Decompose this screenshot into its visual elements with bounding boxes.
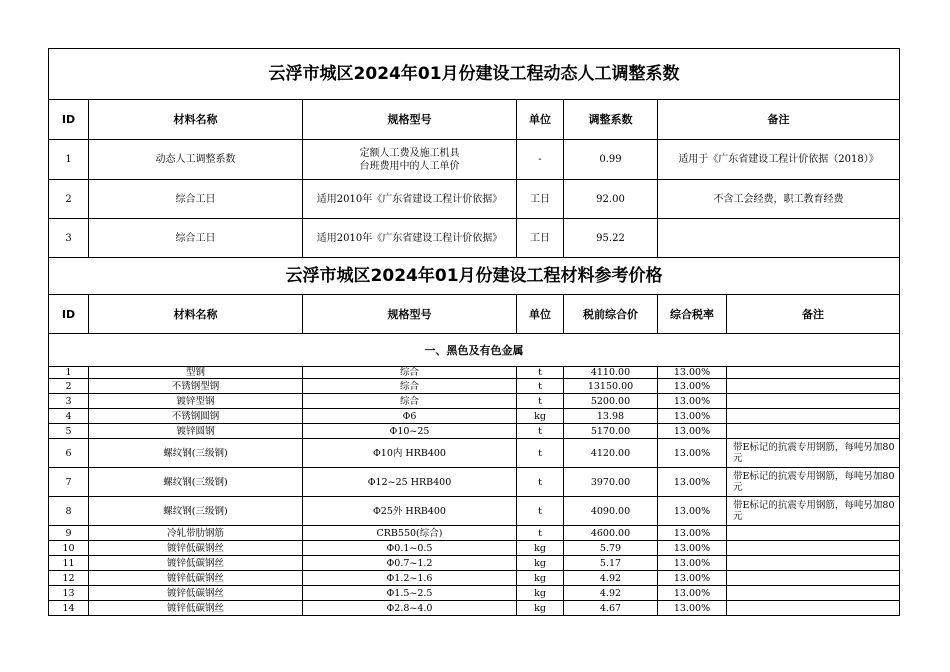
cell-price: 4.92 xyxy=(564,586,658,601)
cell-id: 9 xyxy=(49,526,89,541)
cell-id: 4 xyxy=(49,409,89,424)
header-id: ID xyxy=(49,295,89,334)
cell-unit: 工日 xyxy=(517,219,564,258)
cell-spec: Φ2.8~4.0 xyxy=(303,601,517,616)
cell-price: 4090.00 xyxy=(564,497,658,526)
cell-name: 不锈钢圆钢 xyxy=(89,409,303,424)
cell-price: 4.92 xyxy=(564,571,658,586)
cell-spec: 综合 xyxy=(303,367,517,379)
cell-remark xyxy=(658,219,900,258)
cell-spec: Φ1.2~1.6 xyxy=(303,571,517,586)
cell-name: 螺纹钢(三级钢) xyxy=(89,468,303,497)
cell-spec: 综合 xyxy=(303,379,517,394)
cell-price: 4600.00 xyxy=(564,526,658,541)
cell-tax-rate: 13.00% xyxy=(658,586,727,601)
cell-price: 5200.00 xyxy=(564,394,658,409)
cell-unit: t xyxy=(517,424,564,439)
cell-unit: - xyxy=(517,140,564,180)
cell-remark xyxy=(727,571,900,586)
cell-name: 镀锌圆钢 xyxy=(89,424,303,439)
cell-id: 7 xyxy=(49,468,89,497)
cell-remark: 带E标记的抗震专用钢筋，每吨另加80元 xyxy=(727,468,900,497)
cell-remark: 不含工会经费，职工教育经费 xyxy=(658,180,900,219)
cell-tax-rate: 13.00% xyxy=(658,409,727,424)
table-row xyxy=(49,140,900,180)
cell-spec: Φ0.1~0.5 xyxy=(303,541,517,556)
cell-tax-rate: 13.00% xyxy=(658,424,727,439)
table-row xyxy=(49,394,900,409)
section-title: 一、黑色及有色金属 xyxy=(49,334,900,367)
cell-remark xyxy=(727,556,900,571)
header-spec: 规格型号 xyxy=(303,295,517,334)
table-row xyxy=(49,367,900,379)
cell-tax-rate: 13.00% xyxy=(658,468,727,497)
cell-id: 12 xyxy=(49,571,89,586)
cell-price: 4.67 xyxy=(564,601,658,616)
cell-name: 镀锌低碳钢丝 xyxy=(89,571,303,586)
cell-id: 14 xyxy=(49,601,89,616)
cell-unit: kg xyxy=(517,601,564,616)
cell-spec: Φ10~25 xyxy=(303,424,517,439)
cell-remark xyxy=(727,586,900,601)
cell-remark xyxy=(727,409,900,424)
price-sheet-table xyxy=(48,48,900,616)
cell-price: 13.98 xyxy=(564,409,658,424)
cell-unit: kg xyxy=(517,571,564,586)
cell-coefficient: 0.99 xyxy=(564,140,658,180)
cell-tax-rate: 13.00% xyxy=(658,601,727,616)
table-row xyxy=(49,571,900,586)
table-row xyxy=(49,541,900,556)
table-row xyxy=(49,586,900,601)
cell-name: 镀锌低碳钢丝 xyxy=(89,586,303,601)
cell-unit: t xyxy=(517,468,564,497)
cell-spec: Φ25外 HRB400 xyxy=(303,497,517,526)
header-remark: 备注 xyxy=(658,100,900,140)
cell-tax-rate: 13.00% xyxy=(658,394,727,409)
cell-name: 镀锌型钢 xyxy=(89,394,303,409)
cell-name: 螺纹钢(三级钢) xyxy=(89,439,303,468)
price-table-title: 云浮市城区2024年01月份建设工程材料参考价格 xyxy=(49,258,900,295)
cell-tax-rate: 13.00% xyxy=(658,379,727,394)
cell-tax-rate: 13.00% xyxy=(658,439,727,468)
table-row xyxy=(49,439,900,468)
cell-name: 镀锌低碳钢丝 xyxy=(89,601,303,616)
table-row xyxy=(49,409,900,424)
cell-unit: t xyxy=(517,379,564,394)
header-unit: 单位 xyxy=(517,100,564,140)
cell-tax-rate: 13.00% xyxy=(658,571,727,586)
cell-spec: CRB550(综合) xyxy=(303,526,517,541)
cell-name: 镀锌低碳钢丝 xyxy=(89,541,303,556)
cell-price: 5.17 xyxy=(564,556,658,571)
cell-remark xyxy=(727,424,900,439)
cell-price: 3970.00 xyxy=(564,468,658,497)
cell-name: 综合工日 xyxy=(89,180,303,219)
cell-coefficient: 95.22 xyxy=(564,219,658,258)
cell-id: 11 xyxy=(49,556,89,571)
cell-remark: 带E标记的抗震专用钢筋，每吨另加80元 xyxy=(727,439,900,468)
cell-remark xyxy=(727,526,900,541)
cell-tax-rate: 13.00% xyxy=(658,556,727,571)
cell-unit: t xyxy=(517,367,564,379)
cell-tax-rate: 13.00% xyxy=(658,497,727,526)
cell-name: 镀锌低碳钢丝 xyxy=(89,556,303,571)
table-row xyxy=(49,497,900,526)
header-material-name: 材料名称 xyxy=(89,100,303,140)
cell-tax-rate: 13.00% xyxy=(658,541,727,556)
cell-remark xyxy=(727,601,900,616)
cell-remark: 适用于《广东省建设工程计价依据（2018）》 xyxy=(658,140,900,180)
header-id: ID xyxy=(49,100,89,140)
cell-spec: Φ12~25 HRB400 xyxy=(303,468,517,497)
header-tax-rate: 综合税率 xyxy=(658,295,727,334)
spreadsheet xyxy=(48,48,899,616)
cell-price: 4110.00 xyxy=(564,367,658,379)
cell-unit: kg xyxy=(517,409,564,424)
table-row xyxy=(49,219,900,258)
cell-name: 冷轧带肋钢筋 xyxy=(89,526,303,541)
cell-id: 2 xyxy=(49,180,89,219)
cell-unit: t xyxy=(517,394,564,409)
cell-remark xyxy=(727,394,900,409)
cell-name: 动态人工调整系数 xyxy=(89,140,303,180)
cell-unit: t xyxy=(517,526,564,541)
cell-id: 6 xyxy=(49,439,89,468)
table-row xyxy=(49,556,900,571)
header-coefficient: 调整系数 xyxy=(564,100,658,140)
header-unit: 单位 xyxy=(517,295,564,334)
table-row xyxy=(49,468,900,497)
cell-unit: kg xyxy=(517,541,564,556)
cell-id: 5 xyxy=(49,424,89,439)
cell-spec: 适用2010年《广东省建设工程计价依据》 xyxy=(303,219,517,258)
price-title-row xyxy=(49,258,900,295)
cell-id: 1 xyxy=(49,367,89,379)
adjust-table-title: 云浮市城区2024年01月份建设工程动态人工调整系数 xyxy=(49,49,900,100)
cell-unit: t xyxy=(517,439,564,468)
table-row xyxy=(49,180,900,219)
cell-name: 不锈钢型钢 xyxy=(89,379,303,394)
table-row xyxy=(49,424,900,439)
cell-id: 3 xyxy=(49,219,89,258)
cell-price: 4120.00 xyxy=(564,439,658,468)
cell-price: 13150.00 xyxy=(564,379,658,394)
cell-name: 型钢 xyxy=(89,367,303,379)
table-row xyxy=(49,379,900,394)
cell-id: 3 xyxy=(49,394,89,409)
header-remark: 备注 xyxy=(727,295,900,334)
cell-remark: 带E标记的抗震专用钢筋，每吨另加80元 xyxy=(727,497,900,526)
cell-unit: kg xyxy=(517,556,564,571)
cell-spec: 定额人工费及施工机具 台班费用中的人工单价 xyxy=(303,140,517,180)
section-row xyxy=(49,334,900,367)
cell-unit: kg xyxy=(517,586,564,601)
cell-id: 8 xyxy=(49,497,89,526)
header-material-name: 材料名称 xyxy=(89,295,303,334)
table-row xyxy=(49,601,900,616)
table-row xyxy=(49,526,900,541)
cell-name: 综合工日 xyxy=(89,219,303,258)
cell-spec: 综合 xyxy=(303,394,517,409)
cell-unit: t xyxy=(517,497,564,526)
cell-id: 2 xyxy=(49,379,89,394)
cell-tax-rate: 13.00% xyxy=(658,367,727,379)
cell-remark xyxy=(727,379,900,394)
cell-coefficient: 92.00 xyxy=(564,180,658,219)
cell-tax-rate: 13.00% xyxy=(658,526,727,541)
cell-id: 10 xyxy=(49,541,89,556)
header-pretax-price: 税前综合价 xyxy=(564,295,658,334)
cell-price: 5.79 xyxy=(564,541,658,556)
cell-id: 1 xyxy=(49,140,89,180)
adjust-title-row xyxy=(49,49,900,100)
cell-spec: Φ1.5~2.5 xyxy=(303,586,517,601)
cell-name: 螺纹钢(三级钢) xyxy=(89,497,303,526)
price-header-row xyxy=(49,295,900,334)
cell-spec: Φ0.7~1.2 xyxy=(303,556,517,571)
cell-spec: 适用2010年《广东省建设工程计价依据》 xyxy=(303,180,517,219)
cell-id: 13 xyxy=(49,586,89,601)
adjust-header-row xyxy=(49,100,900,140)
cell-price: 5170.00 xyxy=(564,424,658,439)
cell-unit: 工日 xyxy=(517,180,564,219)
cell-spec: Φ10内 HRB400 xyxy=(303,439,517,468)
header-spec: 规格型号 xyxy=(303,100,517,140)
cell-spec: Φ6 xyxy=(303,409,517,424)
cell-remark xyxy=(727,541,900,556)
cell-remark xyxy=(727,367,900,379)
